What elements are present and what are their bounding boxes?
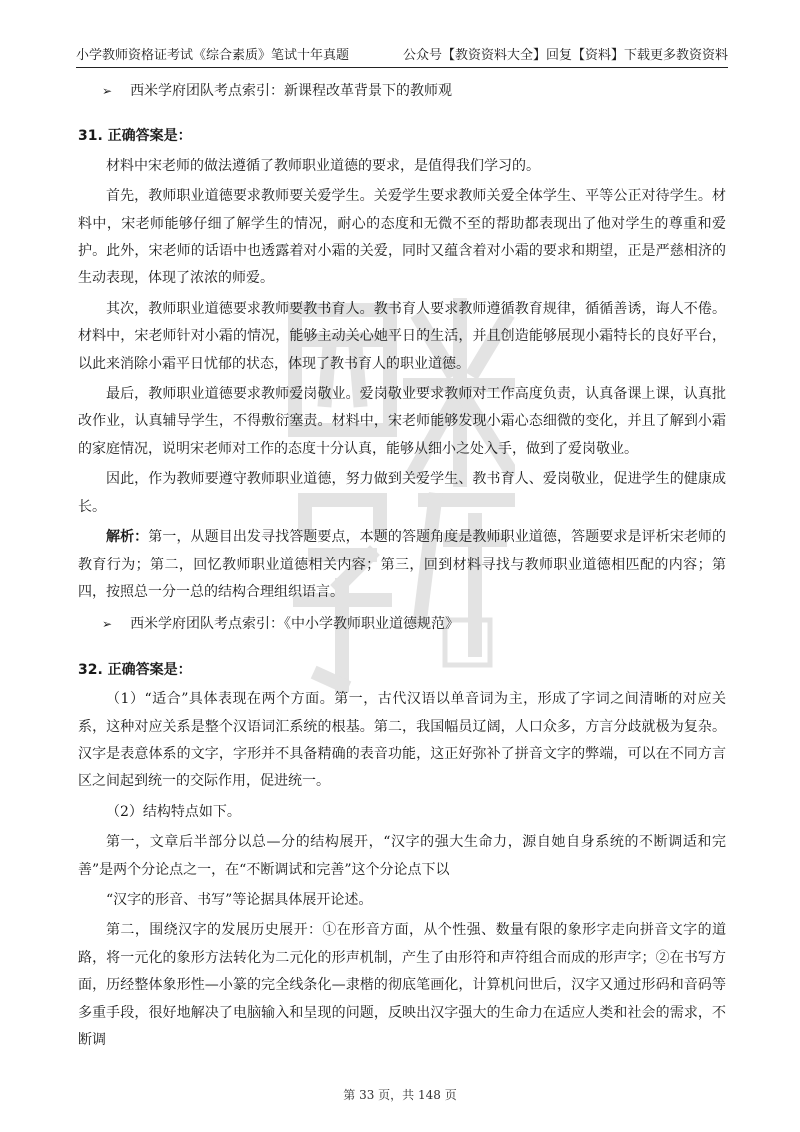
arrow-bullet-icon: ➢ <box>102 617 113 632</box>
q31-paragraph-3: 其次，教师职业道德要求教师要教书育人。教书育人要求教师遵循教育规律，循循善诱，诲人不倦。材料中，宋老师针对小霜的情况，能够主动关心她平日的生活，并且创造能够展现小霜特长的良好平台，以此来消除小霜平日忧郁的状态，体现了教书育人的职业道德。 <box>78 300 726 372</box>
page-content <box>78 78 726 1057</box>
q32-paragraph-3: 第一，文章后半部分以总—分的结构展开，“汉字的强大生命力，源自她自身系统的不断调适和完善”是两个分论点之一，在“不断调试和完善”这个分论点下以 <box>78 834 726 878</box>
q32-paragraph-1: （1）“适合”具体表现在两个方面。第一，古代汉语以单音词为主，形成了字词之间清晰的对应关系，这种对应关系是整个汉语词汇系统的根基。第二，我国幅员辽阔，人口众多，方言分歧就极为复杂。汉字是表意体系的文字，字形并不具备精确的表音功能，这正好弥补了拼音文字的弊端，可以在不同方言区之间起到统一的交际作用，促进统一。 <box>78 691 726 790</box>
index-bullet-q31 <box>78 611 726 638</box>
question-31-title: 31. 正确答案是： <box>78 128 192 145</box>
q32-paragraph-5: 第二，围绕汉字的发展历史展开：①在形音方面，从个性强、数量有限的象形字走向拼音文字的道路，将一元化的象形方法转化为二元化的形声机制，产生了由形符和声符组合而成的形声字；②在书写方面，历经整体象形性—小篆的完全线条化—隶楷的彻底笔画化，计算机问世后，汉字又通过形码和音码等多重手段，很好地解决了电脑输入和呈现的问题，反映出汉字强大的生命力在适应人类和社会的需求，不断调 <box>78 922 726 1048</box>
q31-paragraph-2: 首先，教师职业道德要求教师要关爱学生。关爱学生要求教师关爱全体学生、平等公正对待学生。材料中，宋老师能够仔细了解学生的情况，耐心的态度和无微不至的帮助都表现出了他对学生的尊重和爱护。此外，宋老师的话语中也透露着对小霜的关爱，同时又蕴含着对小霜的要求和期望，正是严慈相济的生动表现，体现了浓浓的师爱。 <box>78 188 726 287</box>
index-bullet-text: 西米学府团队考点索引：《中小学教师职业道德规范》 <box>130 616 460 633</box>
q31-analysis <box>78 524 726 606</box>
analysis-text: 第一，从题目出发寻找答题要点，本题的答题角度是教师职业道德，答题要求是评析宋老师的教育行为；第二，回忆教师职业道德相关内容；第三，回到材料寻找与教师职业道德相匹配的内容；第四，按照总一分一总的结构合理组织语言。 <box>78 529 726 600</box>
page-footer: 第 33 页，共 148 页 <box>343 1088 457 1102</box>
question-32-title: 32. 正确答案是： <box>78 661 192 678</box>
index-bullet-text: 西米学府团队考点索引：新课程改革背景下的教师观 <box>130 83 453 99</box>
q32-paragraph-2: （2）结构特点如下。 <box>106 803 241 820</box>
header-right-note: 公众号【教资资料大全】回复【资料】下载更多教资资料 <box>402 48 728 63</box>
header-left-title: 小学教师资格证考试《综合素质》笔试十年真题 <box>76 48 350 63</box>
analysis-label: 解析： <box>106 529 149 546</box>
q31-paragraph-1: 材料中宋老师的做法遵循了教师职业道德的要求，是值得我们学习的。 <box>106 157 540 174</box>
arrow-bullet-icon: ➢ <box>102 84 113 98</box>
q31-paragraph-5: 因此，作为教师要遵守教师职业道德，努力做到关爱学生、教书育人、爱岗敬业，促进学生的健康成长。 <box>78 471 726 515</box>
q32-paragraph-4: “汉字的形音、书写”等论据具体展开论述。 <box>106 891 373 908</box>
index-bullet-top <box>78 78 726 105</box>
page-header <box>76 44 728 68</box>
q31-paragraph-4: 最后，教师职业道德要求教师爱岗敬业。爱岗敬业要求教师对工作高度负责，认真备课上课，认真批改作业，认真辅导学生，不得敷衍塞责。材料中，宋老师能够发现小霜心态细微的变化，并且了解到小霜的家庭情况，说明宋老师对工作的态度十分认真，能够从细小之处入手，做到了爱岗敬业。 <box>78 386 726 457</box>
